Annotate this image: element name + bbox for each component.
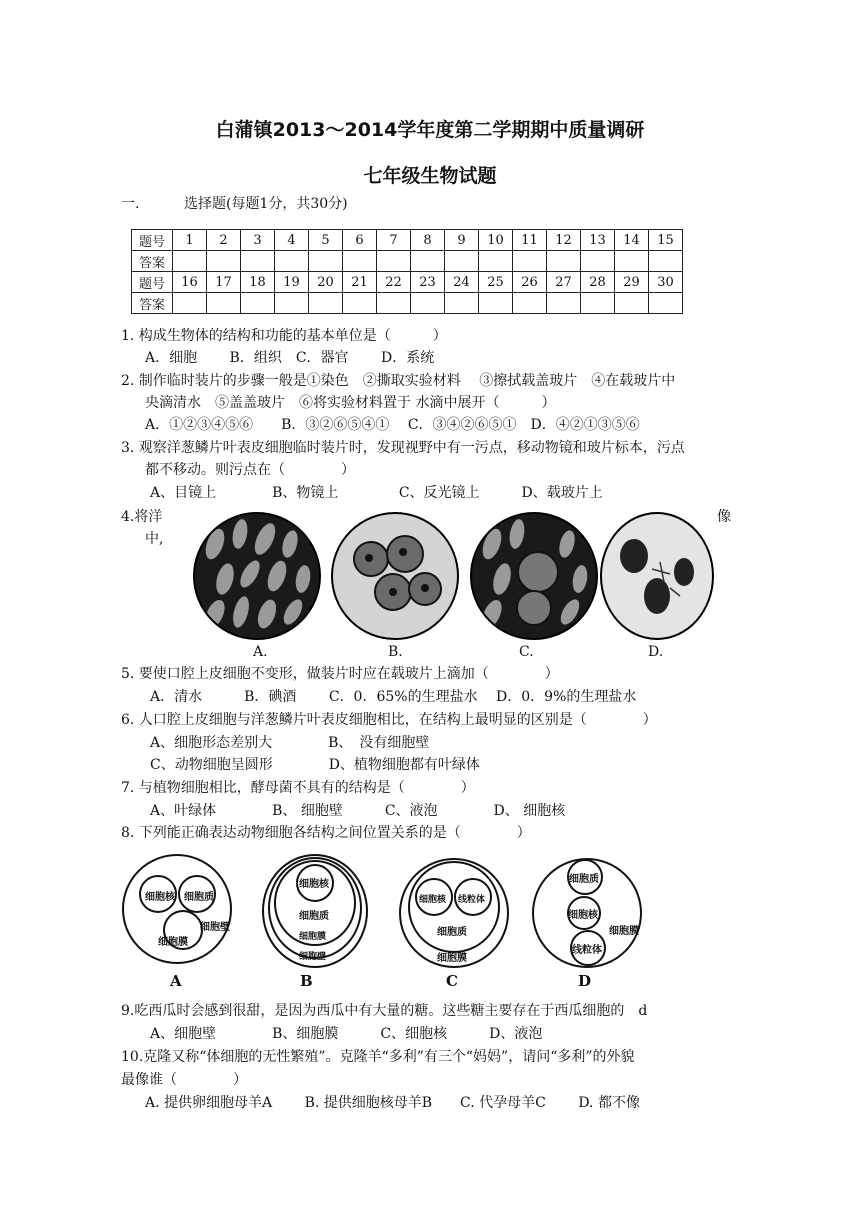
diagram-a-label-3: 细胞壁 (200, 922, 230, 933)
document-subtitle: 七年级生物试题 (363, 165, 497, 187)
question-4-line1-right: 像 (717, 509, 731, 525)
question-10-options: A. 提供卵细胞母羊A B. 提供细胞核母羊B C. 代孕母羊C D. 都不像 (145, 1095, 640, 1111)
table-cell: 1 (173, 230, 207, 251)
diagram-a-letter: A (170, 972, 182, 990)
question-3-line2: 都不移动。则污点在（ ） (145, 462, 355, 478)
answer-cell[interactable] (445, 293, 479, 314)
diagram-a-label-2: 细胞质 (184, 892, 214, 903)
micrograph-label-b: B. (388, 644, 403, 660)
document-title: 白蒲镇2013～2014学年度第二学期期中质量调研 (215, 119, 645, 141)
micrograph-c (470, 512, 598, 640)
table-cell: 10 (479, 230, 513, 251)
table-cell: 12 (547, 230, 581, 251)
table-cell: 26 (513, 272, 547, 293)
table-row (132, 293, 683, 314)
answer-cell[interactable] (241, 293, 275, 314)
question-2-line2: 央滴清水 ⑤盖盖玻片 ⑥将实验材料置于 水滴中展开（ ） (145, 395, 556, 411)
table-cell: 7 (377, 230, 411, 251)
answer-cell[interactable] (377, 251, 411, 272)
diagram-b-label-3: 细胞膜 (299, 932, 327, 942)
diagram-d-letter: D (578, 972, 592, 990)
diagram-c-label-4: 细胞膜 (437, 953, 467, 964)
micrograph-b (331, 512, 459, 640)
question-4-line2-left: 中, (145, 531, 164, 547)
table-cell: 6 (343, 230, 377, 251)
question-5-options: A．清水 B．碘酒 C．0．65%的生理盐水 D．0．9%的生理盐水 (150, 689, 637, 705)
answer-cell[interactable] (411, 293, 445, 314)
diagram-c-label-2: 线粒体 (458, 895, 486, 905)
answer-cell[interactable] (343, 293, 377, 314)
micrograph-label-c: C. (519, 644, 534, 660)
answer-cell[interactable] (581, 293, 615, 314)
answer-cell[interactable] (343, 251, 377, 272)
cell-diagram-d (531, 855, 647, 971)
question-5-stem: 5. 要使口腔上皮细胞不变形，做装片时应在载玻片上滴加（ ） (121, 666, 559, 682)
table-cell: 5 (309, 230, 343, 251)
table-cell: 28 (581, 272, 615, 293)
question-1-options: A．细胞 B．组织 C．器官 D．系统 (145, 350, 435, 366)
diagram-b-label-1: 细胞核 (299, 879, 329, 890)
cell-diagram-b (260, 853, 370, 971)
answer-cell[interactable] (173, 251, 207, 272)
answer-cell[interactable] (649, 251, 683, 272)
table-cell: 29 (615, 272, 649, 293)
question-3-line1: 3. 观察洋葱鳞片叶表皮细胞临时装片时，发现视野中有一污点，移动物镜和玻片标本，污点 (121, 440, 685, 456)
question-10-line1: 10.克隆又称“体细胞的无性繁殖”。克隆羊“多利”有三个“妈妈”，请问“多利”的外貌 (121, 1049, 635, 1065)
diagram-b-label-4: 细胞壁 (299, 952, 327, 962)
table-cell: 27 (547, 272, 581, 293)
question-8-stem: 8. 下列能正确表达动物细胞各结构之间位置关系的是（ ） (121, 825, 531, 841)
answer-cell[interactable] (649, 293, 683, 314)
table-cell: 15 (649, 230, 683, 251)
answer-cell[interactable] (309, 251, 343, 272)
question-6-option-cd: C、动物细胞呈圆形 D、植物细胞都有叶绿体 (150, 757, 480, 773)
diagram-c-label-3: 细胞质 (437, 927, 467, 938)
table-cell: 18 (241, 272, 275, 293)
question-9-stem: 9.吃西瓜时会感到很甜，是因为西瓜中有大量的糖。这些糖主要存在于西瓜细胞的 d (121, 1003, 648, 1019)
answer-cell[interactable] (615, 293, 649, 314)
table-cell: 21 (343, 272, 377, 293)
table-cell: 17 (207, 272, 241, 293)
micrograph-label-d: D. (648, 644, 664, 660)
table-cell: 19 (275, 272, 309, 293)
table-cell: 8 (411, 230, 445, 251)
diagram-d-label-1: 细胞质 (569, 874, 599, 885)
table-header-cell: 答案 (132, 293, 173, 314)
table-header-cell: 题号 (132, 272, 173, 293)
question-2-line1: 2. 制作临时装片的步骤一般是①染色 ②撕取实验材料 ③擦拭载盖玻片 ④在载玻片中 (121, 373, 676, 389)
table-header-cell: 题号 (132, 230, 173, 251)
table-row (132, 230, 683, 251)
answer-cell[interactable] (547, 293, 581, 314)
table-cell: 11 (513, 230, 547, 251)
question-3-options: A、目镜上 B、物镜上 C、反光镜上 D、载玻片上 (150, 485, 603, 501)
table-row (132, 272, 683, 293)
table-header-cell: 答案 (132, 251, 173, 272)
answer-cell[interactable] (411, 251, 445, 272)
table-cell: 2 (207, 230, 241, 251)
answer-cell[interactable] (479, 251, 513, 272)
table-cell: 25 (479, 272, 513, 293)
question-6-option-ab: A、细胞形态差别大 B、 没有细胞壁 (150, 735, 430, 751)
table-cell: 13 (581, 230, 615, 251)
diagram-b-letter: B (300, 972, 313, 990)
answer-cell[interactable] (513, 251, 547, 272)
diagram-a-label-1: 细胞核 (145, 892, 175, 903)
section-heading: 选择题(每题1分，共30分) (184, 196, 348, 212)
answer-cell[interactable] (207, 251, 241, 272)
question-4-line1-left: 4.将洋 (121, 509, 163, 525)
micrograph-d (600, 512, 714, 640)
answer-cell[interactable] (615, 251, 649, 272)
answer-cell[interactable] (445, 251, 479, 272)
answer-cell[interactable] (173, 293, 207, 314)
table-cell: 4 (275, 230, 309, 251)
answer-cell[interactable] (207, 293, 241, 314)
table-cell: 20 (309, 272, 343, 293)
table-cell: 3 (241, 230, 275, 251)
table-cell: 22 (377, 272, 411, 293)
table-cell: 9 (445, 230, 479, 251)
diagram-c-letter: C (446, 972, 458, 990)
table-cell: 24 (445, 272, 479, 293)
diagram-a-label-4: 细胞膜 (158, 937, 188, 948)
table-cell: 14 (615, 230, 649, 251)
answer-cell[interactable] (241, 251, 275, 272)
diagram-d-label-4: 线粒体 (572, 945, 602, 956)
table-cell: 30 (649, 272, 683, 293)
table-cell: 23 (411, 272, 445, 293)
diagram-d-label-2: 细胞核 (568, 910, 598, 921)
answer-table (131, 229, 683, 314)
question-1-stem: 1. 构成生物体的结构和功能的基本单位是（ ） (121, 328, 447, 344)
answer-cell[interactable] (309, 293, 343, 314)
question-7-options: A、叶绿体 B、 细胞壁 C、液泡 D、 细胞核 (150, 803, 566, 819)
answer-cell[interactable] (479, 293, 513, 314)
micrograph-label-a: A. (253, 644, 268, 660)
answer-cell[interactable] (275, 251, 309, 272)
answer-cell[interactable] (513, 293, 547, 314)
answer-cell[interactable] (581, 251, 615, 272)
question-9-options: A、细胞壁 B、细胞膜 C、细胞核 D、液泡 (150, 1026, 543, 1042)
cell-diagram-c (399, 855, 509, 971)
section-number: 一. (121, 196, 140, 212)
question-6-stem: 6. 人口腔上皮细胞与洋葱鳞片叶表皮细胞相比，在结构上最明显的区别是（ ） (121, 712, 657, 728)
micrograph-a (193, 512, 321, 640)
table-row (132, 251, 683, 272)
question-7-stem: 7. 与植物细胞相比，酵母菌不具有的结构是（ ） (121, 780, 475, 796)
question-10-line2: 最像谁（ ） (121, 1072, 247, 1088)
cell-diagram-a (118, 853, 236, 971)
diagram-b-label-2: 细胞质 (299, 911, 329, 922)
question-2-options: A．①②③④⑤⑥ B．③②⑥⑤④① C．③④②⑥⑤① D．④②①③⑤⑥ (145, 417, 640, 433)
diagram-d-label-3: 细胞膜 (609, 926, 639, 937)
answer-cell[interactable] (547, 251, 581, 272)
diagram-c-label-1: 细胞核 (419, 895, 447, 905)
table-cell: 16 (173, 272, 207, 293)
answer-cell[interactable] (275, 293, 309, 314)
answer-cell[interactable] (377, 293, 411, 314)
